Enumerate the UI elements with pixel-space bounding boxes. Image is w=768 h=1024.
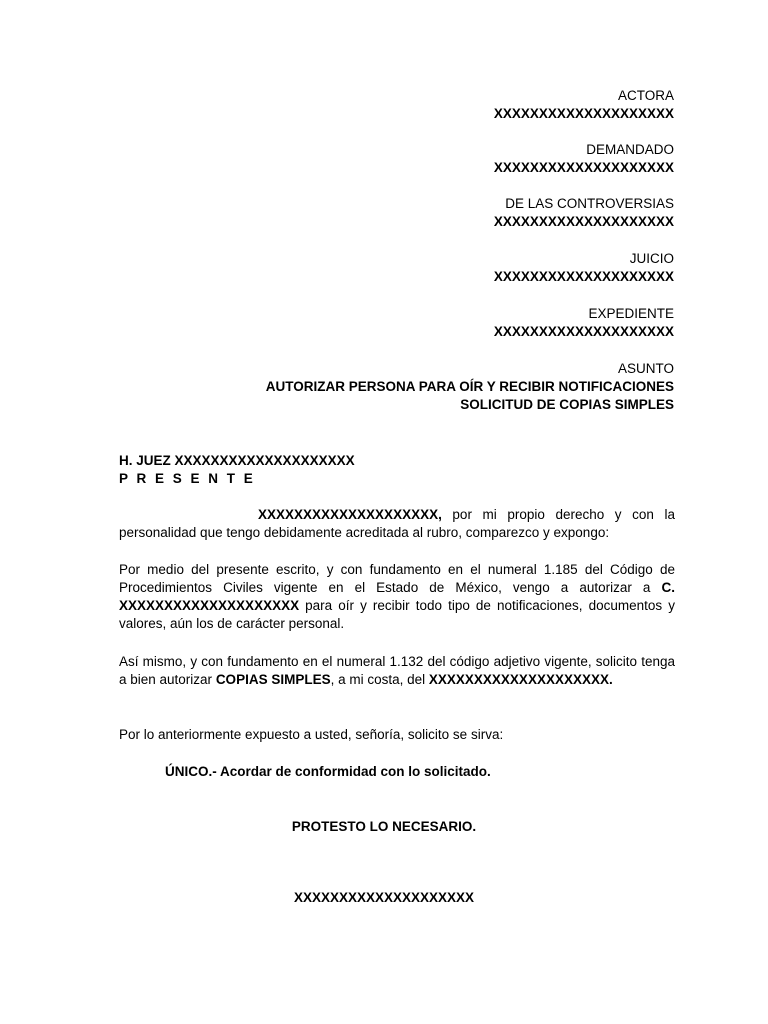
- controversias-value: XXXXXXXXXXXXXXXXXXXX: [493, 214, 674, 229]
- asunto-line-2: SOLICITUD DE COPIAS SIMPLES: [460, 397, 674, 412]
- demandado-value: XXXXXXXXXXXXXXXXXXXX: [493, 160, 674, 175]
- p3-text-b: , a mi costa, del: [330, 672, 429, 687]
- p4-text: Por lo anteriormente expuesto a usted, señoría, solicito se sirva:: [119, 727, 504, 742]
- signature-line: XXXXXXXXXXXXXXXXXXXX: [293, 890, 475, 905]
- paragraph-1: [119, 506, 675, 542]
- actora-value: XXXXXXXXXXXXXXXXXXXX: [493, 106, 674, 121]
- p2-text-b: para oír y recibir todo tipo de notificaciones, documentos y valores, aún los de carácter personal.: [119, 598, 675, 631]
- p3-bold: COPIAS SIMPLES: [215, 672, 331, 687]
- asunto-block: [114, 360, 674, 414]
- expediente-block: [114, 305, 674, 341]
- p1-text: por mi propio derecho y con la personalidad que tengo debidamente acreditada al rubro, comparezco y expongo:: [119, 507, 675, 540]
- actora-label: ACTORA: [617, 88, 674, 103]
- paragraph-4: [119, 726, 675, 744]
- juicio-value: XXXXXXXXXXXXXXXXXXXX: [493, 269, 674, 284]
- paragraph-3: [119, 653, 675, 689]
- presente-line: P R E S E N T E: [119, 471, 256, 486]
- p3-name: XXXXXXXXXXXXXXXXXXXX.: [428, 672, 613, 687]
- p1-name: XXXXXXXXXXXXXXXXXXXX,: [258, 507, 442, 522]
- unico-paragraph: [165, 763, 685, 781]
- p2-text-a: Por medio del presente escrito, y con fundamento en el numeral 1.185 del Código de Procedimientos Civiles vigente en el Estado de México, vengo a autorizar a: [119, 562, 675, 595]
- addressee: [119, 452, 355, 488]
- controversias-label: DE LAS CONTROVERSIAS: [505, 196, 674, 211]
- p3-text-a: Así mismo, y con fundamento en el numeral 1.132 del código adjetivo vigente, solicito tenga a bien autorizar: [119, 654, 675, 687]
- unico-text: ÚNICO.- Acordar de conformidad con lo solicitado.: [165, 764, 491, 779]
- demandado-block: [114, 141, 674, 177]
- juicio-block: [114, 250, 674, 286]
- case-header: [114, 87, 674, 123]
- paragraph-2: [119, 561, 675, 633]
- asunto-label: ASUNTO: [617, 361, 674, 376]
- judge-line: H. JUEZ XXXXXXXXXXXXXXXXXXXX: [119, 453, 355, 468]
- expediente-label: EXPEDIENTE: [588, 306, 674, 321]
- juicio-label: JUICIO: [629, 251, 674, 266]
- controversias-block: [114, 195, 674, 231]
- expediente-value: XXXXXXXXXXXXXXXXXXXX: [493, 324, 674, 339]
- asunto-line-1: AUTORIZAR PERSONA PARA OÍR Y RECIBIR NOTIFICACIONES: [265, 379, 674, 394]
- p2-name: C. XXXXXXXXXXXXXXXXXXXX: [119, 580, 675, 613]
- demandado-label: DEMANDADO: [586, 142, 674, 157]
- protesto-line: PROTESTO LO NECESARIO.: [291, 819, 477, 834]
